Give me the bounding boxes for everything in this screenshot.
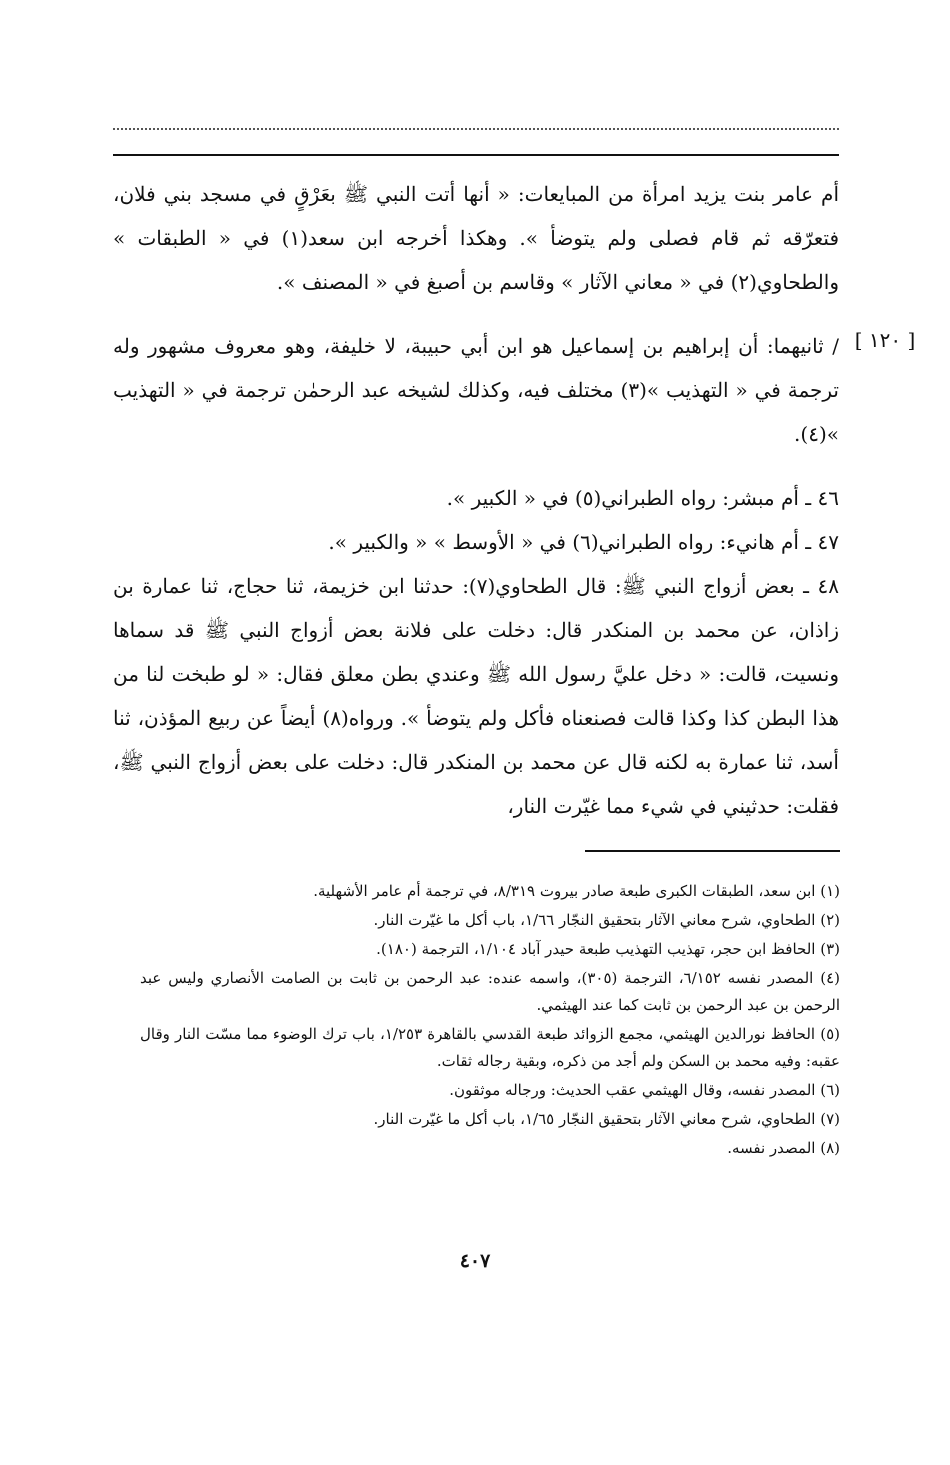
paragraph-wives-of-prophet: ٤٨ ـ بعض أزواج النبي ﷺ: قال الطحاوي(٧): حدثنا ابن خزيمة، ثنا حجاج، ثنا عمارة بن زاذان، عن محمد بن المنكدر قال: دخلت على فلانة بعض أزواج النبي ﷺ قد سماها ونسيت، قالت: « دخل عليَّ رسول الله ﷺ وعندي بطن معلق فقال: « لو طبخت لنا من هذا البطن كذا وكذا قالت فصنعناه فأكل ولم يتوضأ ». ورواه(٨) أيضاً عن ربيع المؤذن، ثنا أسد، ثنا عمارة به لكنه قال عن محمد بن المنكدر قال: دخلت على بعض أزواج النبي ﷺ، فقلت: حدثيني في شيء مما غيّرت النار، xyxy=(113,574,839,818)
footnotes-list xyxy=(140,878,840,1164)
footnote-1: (١) ابن سعد، الطبقات الكبرى طبعة صادر بيروت ٨/٣١٩، في ترجمة أم عامر الأشهلية. xyxy=(313,882,840,900)
header-rule xyxy=(113,154,839,156)
footnote-3: (٣) الحافظ ابن حجر، تهذيب التهذيب طبعة حيدر آباد ١/١٠٤، الترجمة (١٨٠). xyxy=(376,940,840,958)
footnote-6: (٦) المصدر نفسه، وقال الهيثمي عقب الحديث: ورجاله موثقون. xyxy=(449,1081,840,1099)
footnote-4: (٤) المصدر نفسه ٦/١٥٢، الترجمة (٣٠٥)، واسمه عنده: عبد الرحمن بن ثابت بن الصامت الأنصاري وليس عبد الرحمن بن عبد الرحمن بن ثابت كما عند الهيثمي. xyxy=(140,969,840,1014)
footnote-separator xyxy=(585,850,840,852)
main-body xyxy=(113,172,839,828)
margin-page-reference: [ ١٢٠ ] xyxy=(854,328,916,352)
paragraph-second-point: / ثانيهما: أن إبراهيم بن إسماعيل هو ابن أبي حبيبة، لا خليفة، وهو معروف مشهور وله ترجمة في « التهذيب »(٣) مختلف فيه، وكذلك لشيخه عبد الرحمٰن ترجمة في « التهذيب »(٤). xyxy=(113,334,840,446)
footnote-2: (٢) الطحاوي، شرح معاني الآثار بتحقيق النجّار ١/٦٦، باب أكل ما غيّرت النار. xyxy=(373,911,840,929)
footnote-7: (٧) الطحاوي، شرح معاني الآثار بتحقيق النجّار ١/٦٥، باب أكل ما غيّرت النار. xyxy=(373,1110,840,1128)
footnote-8: (٨) المصدر نفسه. xyxy=(727,1139,840,1157)
footnote-5: (٥) الحافظ نورالدين الهيثمي، مجمع الزوائد طبعة القدسي بالقاهرة ١/٢٥٣، باب ترك الوضوء مما مسّت النار وقال عقبه: وفيه محمد بن السكن ولم أجد من ذكره، وبقية رجاله ثقات. xyxy=(140,1025,840,1070)
header-dotted-rule xyxy=(113,128,839,130)
paragraph-umm-amir: أم عامر بنت يزيد امرأة من المبايعات: « أنها أتت النبي ﷺ بعَرْقٍ في مسجد بني فلان، فتعرّقه ثم قام فصلى ولم يتوضأ ». وهكذا أخرجه ابن سعد(١) في « الطبقات » والطحاوي(٢) في « معاني الآثار » وقاسم بن أصبغ في « المصنف ». xyxy=(113,182,840,294)
paragraph-umm-mubashshir: ٤٦ ـ أم مبشر: رواه الطبراني(٥) في « الكبير ». xyxy=(446,486,839,510)
paragraph-umm-hani: ٤٧ ـ أم هانيء: رواه الطبراني(٦) في « الأوسط » « والكبير ». xyxy=(328,530,839,554)
page-number: ٤٠٧ xyxy=(459,1250,491,1272)
